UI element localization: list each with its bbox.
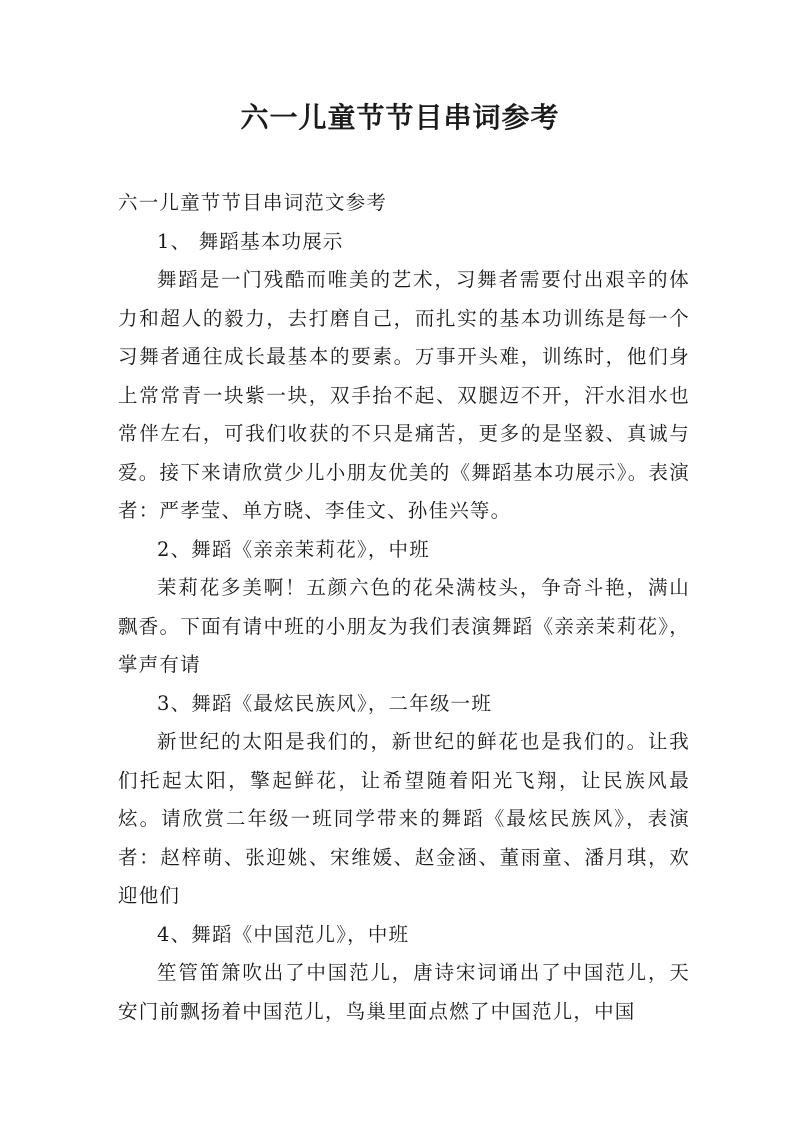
document-body (118, 184, 690, 1031)
body-paragraph: 笙管笛箫吹出了中国范儿，唐诗宋词诵出了中国范儿，天安门前飘扬着中国范儿，鸟巢里面点燃了中国范儿，中国 (118, 961, 690, 1023)
body-paragraph: 茉莉花多美啊！五颜六色的花朵满枝头，争奇斗艳，满山飘香。下面有请中班的小朋友为我们表演舞蹈《亲亲茉莉花》，掌声有请 (118, 576, 690, 676)
document-title: 六一儿童节节目串词参考 (240, 101, 560, 134)
section-heading: 4、舞蹈《中国范儿》，中班 (157, 922, 410, 946)
section-heading: 3、舞蹈《最炫民族风》，二年级一班 (157, 691, 493, 715)
section-heading: 2、舞蹈《亲亲茉莉花》，中班 (157, 537, 430, 561)
body-paragraph: 新世纪的太阳是我们的，新世纪的鲜花也是我们的。让我们托起太阳，擎起鲜花，让希望随着阳光飞翔，让民族风最炫。请欣赏二年级一班同学带来的舞蹈《最炫民族风》，表演者：赵梓萌、张迎姚、宋维媛、赵金涵、董雨童、潘月琪，欢迎他们 (118, 730, 690, 907)
body-paragraph: 舞蹈是一门残酷而唯美的艺术，习舞者需要付出艰辛的体力和超人的毅力，去打磨自己，而扎实的基本功训练是每一个习舞者通往成长最基本的要素。万事开头难，训练时，他们身上常常青一块紫一块，双手抬不起、双腿迈不开，汗水泪水也常伴左右，可我们收获的不只是痛苦，更多的是坚毅、真诚与爱。接下来请欣赏少儿小朋友优美的《舞蹈基本功展示》。表演者：严孝莹、单方晓、李佳文、孙佳兴等。 (118, 268, 690, 522)
document-subtitle: 六一儿童节节目串词范文参考 (118, 191, 388, 214)
section-heading: 1、 舞蹈基本功展示 (157, 229, 344, 253)
